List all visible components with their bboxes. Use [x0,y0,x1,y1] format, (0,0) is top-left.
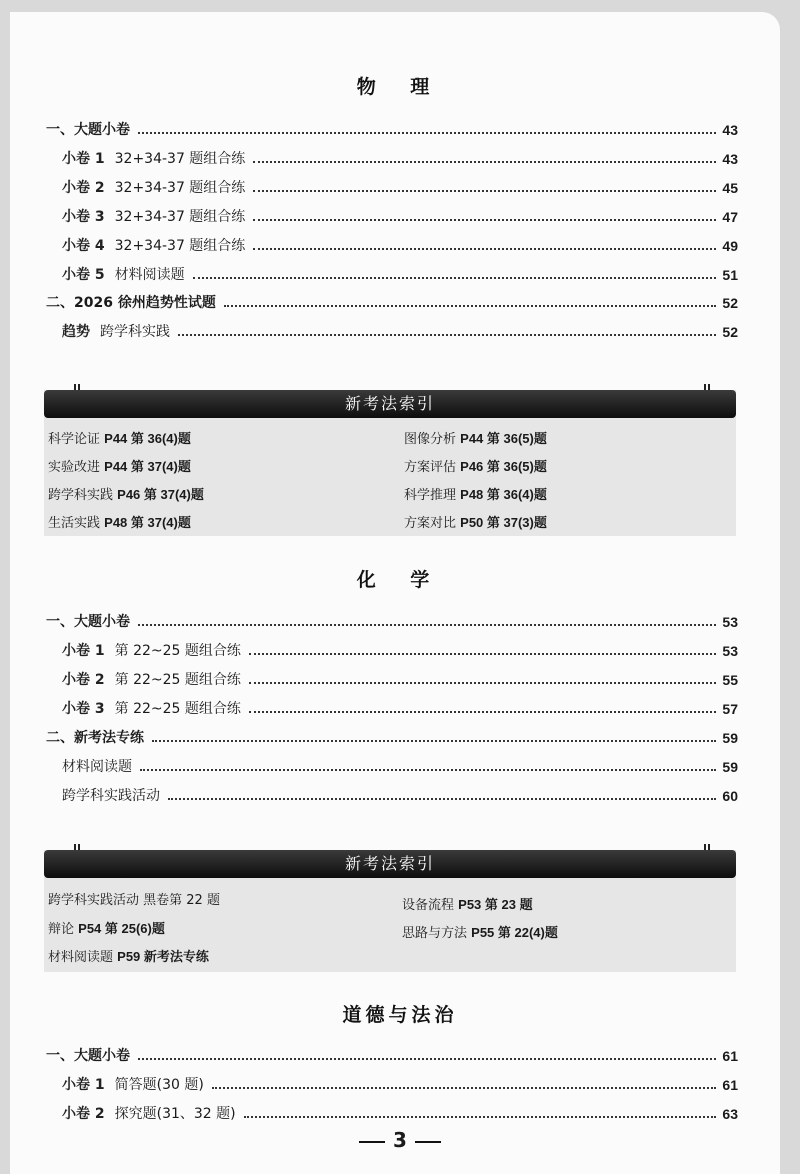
index-item[interactable]: 方案对比 P50 第 37(3)题 [404,515,547,531]
index-item[interactable]: 科学论证 P44 第 36(4)题 [48,431,191,447]
toc-row[interactable]: 小卷 1 32+34-37 题组合练 43 [62,151,738,167]
index-item[interactable]: 材料阅读题 P59 新考法专练 [48,949,209,965]
index-item[interactable]: 跨学科实践活动 黑卷第 22 题 [48,893,220,908]
index-item[interactable]: 方案评估 P46 第 36(5)题 [404,459,547,475]
toc-row[interactable]: 小卷 5 材料阅读题 51 [62,267,738,283]
toc-row[interactable]: 小卷 3 第 22~25 题组合练 57 [62,701,738,717]
toc-row[interactable]: 二、新考法专练 59 [46,730,738,746]
toc-row[interactable]: 小卷 1 第 22~25 题组合练 53 [62,643,738,659]
index-item[interactable]: 实验改进 P44 第 37(4)题 [48,459,191,475]
index-header: 新考法索引 [44,850,736,878]
toc-row[interactable]: 小卷 1 简答题(30 题) 61 [62,1077,738,1093]
index-item[interactable]: 图像分析 P44 第 36(5)题 [404,431,547,447]
toc-row[interactable]: 材料阅读题 59 [62,759,738,775]
toc-row[interactable]: 小卷 4 32+34-37 题组合练 49 [62,238,738,254]
ethics-title: 道德与法治 [342,1004,458,1026]
leader-dots [138,132,716,134]
toc-row[interactable]: 小卷 2 第 22~25 题组合练 55 [62,672,738,688]
toc-row[interactable]: 小卷 3 32+34-37 题组合练 47 [62,209,738,225]
index-item[interactable]: 辩论 P54 第 25(6)题 [48,921,165,937]
toc-row[interactable]: 跨学科实践活动 60 [62,788,738,804]
index-header: 新考法索引 [44,390,736,418]
index-item[interactable]: 思路与方法 P55 第 22(4)题 [402,925,558,941]
index-item[interactable]: 设备流程 P53 第 23 题 [402,897,533,913]
toc-row[interactable]: 小卷 2 探究题(31、32 题) 63 [62,1106,738,1122]
physics-index-box [44,390,736,536]
index-item[interactable]: 科学推理 P48 第 36(4)题 [404,487,547,503]
chemistry-index-box [44,850,736,972]
toc-row[interactable]: 一、大题小卷 43 [46,122,738,138]
toc-row[interactable]: 二、2026 徐州趋势性试题 52 [46,295,738,311]
index-item[interactable]: 生活实践 P48 第 37(4)题 [48,515,191,531]
toc-row[interactable]: 一、大题小卷 53 [46,614,738,630]
physics-title: 物 理 [356,76,444,98]
chemistry-title: 化 学 [356,569,444,591]
toc-row[interactable]: 趋势 跨学科实践 52 [62,324,738,340]
page-number: 3 [0,1128,800,1152]
index-item[interactable]: 跨学科实践 P46 第 37(4)题 [48,487,204,503]
toc-row[interactable]: 一、大题小卷 61 [46,1048,738,1064]
toc-row[interactable]: 小卷 2 32+34-37 题组合练 45 [62,180,738,196]
